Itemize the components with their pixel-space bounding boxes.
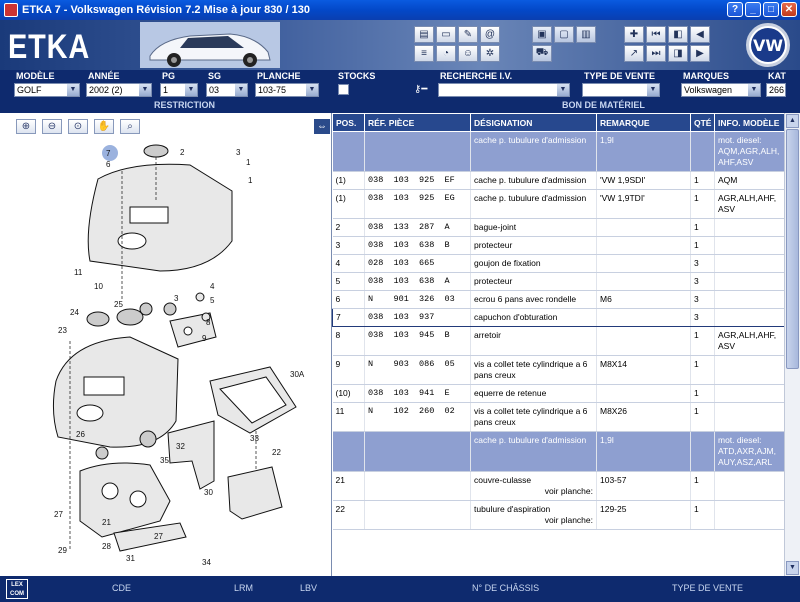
cell-info <box>715 403 785 432</box>
cell-info <box>715 219 785 237</box>
note-icon[interactable]: ✎ <box>458 26 478 43</box>
cell-qte <box>691 432 715 472</box>
restriction-heading[interactable]: RESTRICTION <box>154 100 216 110</box>
list-icon[interactable]: ≡ <box>414 45 434 62</box>
table-row[interactable] <box>333 432 785 472</box>
kat-label: KAT <box>768 71 786 81</box>
cell-ref <box>365 472 471 501</box>
last-page-icon[interactable]: ⏭ <box>646 45 666 62</box>
parts-table <box>332 113 785 530</box>
table-row[interactable] <box>333 190 785 219</box>
cell-qte: 1 <box>691 190 715 219</box>
cell-pos: 5 <box>333 273 365 291</box>
cell-designation: cache p. tubulure d'admission <box>471 132 597 172</box>
cell-qte: 1 <box>691 403 715 432</box>
cell-remarque <box>597 309 691 327</box>
planche-select[interactable]: 103-75 ▼ <box>255 83 319 97</box>
cell-remarque: M8X14 <box>597 356 691 385</box>
plate-link[interactable]: 129-25 <box>600 504 627 514</box>
cell-pos <box>333 432 365 472</box>
annee-label: ANNÉE <box>88 71 120 81</box>
screen-icon[interactable]: ▢ <box>554 26 574 43</box>
recherche-label: RECHERCHE I.V. <box>440 71 513 81</box>
monitor-icon[interactable]: ▥ <box>576 26 596 43</box>
table-row[interactable] <box>333 291 785 309</box>
prev-page-icon[interactable]: ◀ <box>690 26 710 43</box>
modele-label: MODÈLE <box>16 71 55 81</box>
table-row[interactable] <box>333 255 785 273</box>
pg-select[interactable]: 1 ▼ <box>160 83 198 97</box>
table-row[interactable] <box>333 327 785 356</box>
cell-pos: 6 <box>333 291 365 309</box>
next-page-icon[interactable]: ▶ <box>690 45 710 62</box>
svg-text:8: 8 <box>206 318 211 327</box>
planche-label: PLANCHE <box>257 71 301 81</box>
pin-icon[interactable]: ✚ <box>624 26 644 43</box>
col-qte[interactable]: QTÉ <box>691 114 715 132</box>
type-vente-label: TYPE DE VENTE <box>584 71 656 81</box>
cell-designation: goujon de fixation <box>471 255 597 273</box>
cell-remarque <box>597 327 691 356</box>
cell-designation: protecteur <box>471 273 597 291</box>
help-button[interactable]: ? <box>727 2 743 17</box>
toolbar-group-2 <box>532 26 612 62</box>
cell-remarque: 'VW 1,9SDI' <box>597 172 691 190</box>
cell-ref: N 102 260 02 <box>365 403 471 432</box>
cell-info <box>715 385 785 403</box>
key-icon[interactable]: ⚷━ <box>414 84 428 95</box>
cell-ref: 038 103 941 E <box>365 385 471 403</box>
car-image <box>140 22 280 68</box>
cell-qte: 1 <box>691 472 715 501</box>
type-de-vente-button[interactable]: TYPE DE VENTE <box>672 583 744 593</box>
exploded-parts-drawing[interactable] <box>10 141 320 571</box>
cell-designation: capuchon d'obturation <box>471 309 597 327</box>
chevron-down-icon: ▼ <box>306 84 318 96</box>
svg-text:1: 1 <box>248 176 253 185</box>
svg-text:10: 10 <box>94 282 103 291</box>
table-row[interactable] <box>333 273 785 291</box>
svg-text:24: 24 <box>70 308 79 317</box>
vw-logo: VW <box>746 23 790 67</box>
cell-ref: 028 103 665 <box>365 255 471 273</box>
svg-text:30: 30 <box>204 488 213 497</box>
cell-pos: 4 <box>333 255 365 273</box>
zoom-fit-icon[interactable]: ⊙ <box>68 119 88 134</box>
etka-logo: ETKA <box>8 28 91 66</box>
elsa-icon[interactable]: ▣ <box>532 26 552 43</box>
svg-text:28: 28 <box>102 542 111 551</box>
cell-qte: 1 <box>691 327 715 356</box>
cell-qte: 1 <box>691 172 715 190</box>
chevron-down-icon: ▼ <box>185 84 197 96</box>
cell-qte: 1 <box>691 501 715 530</box>
window-title: ETKA 7 - Volkswagen Révision 7.2 Mise à jour 830 / 130 <box>22 4 310 16</box>
svg-text:32: 32 <box>176 442 185 451</box>
minimize-button[interactable]: _ <box>745 2 761 17</box>
svg-text:26: 26 <box>76 430 85 439</box>
book-icon[interactable]: ▭ <box>436 26 456 43</box>
svg-text:9: 9 <box>202 334 207 343</box>
table-row[interactable] <box>333 219 785 237</box>
lbv-button[interactable]: LBV <box>300 583 318 593</box>
person-icon[interactable]: ☺ <box>458 45 478 62</box>
marques-select[interactable]: Volkswagen ▼ <box>681 83 761 97</box>
cell-ref: 038 103 925 EG <box>365 190 471 219</box>
cell-remarque <box>597 255 691 273</box>
cell-designation: vis a collet tete cylindrique a 6 pans creux <box>471 403 597 432</box>
cell-info: AGR,ALH,AHF, ASV <box>715 190 785 219</box>
col-info-modele[interactable]: INFO. MODÈLE <box>715 114 785 132</box>
print-icon[interactable]: ▤ <box>414 26 434 43</box>
app-header <box>0 20 800 70</box>
cell-designation: ecrou 6 pans avec rondelle <box>471 291 597 309</box>
cell-qte: 1 <box>691 237 715 255</box>
first-page-icon[interactable]: ⏮ <box>646 26 666 43</box>
email-icon[interactable]: @ <box>480 26 500 43</box>
cell-designation: vis a collet tete cylindrique a 6 pans creux <box>471 356 597 385</box>
svg-text:33: 33 <box>250 434 259 443</box>
cell-pos: 7 <box>333 309 365 327</box>
sg-select[interactable]: 03 ▼ <box>206 83 248 97</box>
next-doc-icon[interactable]: ◨ <box>668 45 688 62</box>
chevron-down-icon: ▼ <box>557 84 569 96</box>
zoom-hand-icon[interactable]: ✋ <box>94 119 114 134</box>
cell-remarque: M8X26 <box>597 403 691 432</box>
cell-pos: (1) <box>333 172 365 190</box>
scroll-down-icon[interactable]: ▼ <box>786 561 799 575</box>
cell-ref <box>365 432 471 472</box>
bon-materiel-heading[interactable]: BON DE MATÉRIEL <box>562 100 645 110</box>
kat-field[interactable]: 266 <box>766 83 786 97</box>
cell-pos: (1) <box>333 190 365 219</box>
parts-table-pane <box>332 113 800 576</box>
cell-qte: 3 <box>691 291 715 309</box>
table-row[interactable] <box>333 356 785 385</box>
cell-remarque <box>597 237 691 255</box>
cell-remarque <box>597 273 691 291</box>
table-row[interactable] <box>333 385 785 403</box>
svg-text:21: 21 <box>102 518 111 527</box>
wheel-icon[interactable]: ✲ <box>480 45 500 62</box>
cell-ref: 038 103 638 A <box>365 273 471 291</box>
split-toggle-icon[interactable]: ⇔ <box>314 119 330 134</box>
type-vente-select[interactable] <box>582 83 660 97</box>
cell-pos: 8 <box>333 327 365 356</box>
table-row[interactable] <box>333 237 785 255</box>
cell-remarque: 1,9l <box>597 132 691 172</box>
table-row[interactable] <box>333 501 785 530</box>
app-icon <box>4 3 18 17</box>
maximize-button[interactable]: □ <box>763 2 779 17</box>
title-bar <box>0 0 800 20</box>
cell-designation: cache p. tubulure d'admission <box>471 190 597 219</box>
cell-designation: protecteur <box>471 237 597 255</box>
svg-text:3: 3 <box>174 294 179 303</box>
cell-remarque <box>597 219 691 237</box>
col-pos[interactable]: POS. <box>333 114 365 132</box>
annee-select[interactable]: 2002 (2) ▼ <box>86 83 152 97</box>
col-designation[interactable]: DÉSIGNATION <box>471 114 597 132</box>
svg-text:6: 6 <box>106 160 111 169</box>
cell-remarque <box>597 472 691 501</box>
cell-remarque <box>597 501 691 530</box>
cell-ref <box>365 501 471 530</box>
cell-pos: (10) <box>333 385 365 403</box>
cell-info <box>715 309 785 327</box>
cell-remarque: 1,9l <box>597 432 691 472</box>
cell-info <box>715 291 785 309</box>
cart-icon[interactable]: ⛟ <box>532 45 552 62</box>
chevron-down-icon: ▼ <box>748 84 760 96</box>
cell-info: mot. diesel: ATD,AXR,AJM, AUY,ASZ,ARL <box>715 432 785 472</box>
cell-designation: arretoir <box>471 327 597 356</box>
scroll-thumb[interactable] <box>786 129 799 369</box>
cell-qte: 1 <box>691 219 715 237</box>
prev-doc-icon[interactable]: ◧ <box>668 26 688 43</box>
svg-text:29: 29 <box>58 546 67 555</box>
recherche-input[interactable] <box>438 83 570 97</box>
cell-designation: equerre de retenue <box>471 385 597 403</box>
bottom-bar <box>0 576 800 602</box>
svg-text:3: 3 <box>236 148 241 157</box>
cell-qte: 3 <box>691 255 715 273</box>
cell-ref: 038 133 287 A <box>365 219 471 237</box>
cell-pos <box>333 132 365 172</box>
parts-table-body <box>333 132 785 530</box>
cell-info: mot. diesel: AQM,AGR,ALH, AHF,ASV <box>715 132 785 172</box>
cell-ref: N 901 326 03 <box>365 291 471 309</box>
see-plate-label: voir planche: <box>544 515 593 525</box>
svg-text:7: 7 <box>106 149 111 158</box>
chevron-down-icon: ▼ <box>647 84 659 96</box>
table-row[interactable] <box>333 172 785 190</box>
cell-pos: 21 <box>333 472 365 501</box>
cell-designation: tubulure d'aspiration voir planche: <box>471 501 597 530</box>
svg-text:30A: 30A <box>290 370 305 379</box>
lexcom-logo: LEX COM <box>6 579 28 599</box>
chevron-down-icon: ▼ <box>235 84 247 96</box>
svg-text:22: 22 <box>272 448 281 457</box>
cell-designation: bague-joint <box>471 219 597 237</box>
cell-pos: 3 <box>333 237 365 255</box>
svg-text:31: 31 <box>126 554 135 563</box>
svg-text:1: 1 <box>246 158 251 167</box>
table-row[interactable] <box>333 472 785 501</box>
svg-text:23: 23 <box>58 326 67 335</box>
cell-info <box>715 356 785 385</box>
search-icon[interactable]: ⌕ <box>120 119 140 134</box>
svg-text:27: 27 <box>154 532 163 541</box>
cell-qte <box>691 132 715 172</box>
cell-pos: 9 <box>333 356 365 385</box>
cell-info <box>715 255 785 273</box>
cell-qte: 3 <box>691 273 715 291</box>
col-ref[interactable]: RÉF. PIÈCE <box>365 114 471 132</box>
table-row[interactable] <box>333 403 785 432</box>
pg-label: PG <box>162 71 176 81</box>
cell-qte: 1 <box>691 385 715 403</box>
svg-text:27: 27 <box>54 510 63 519</box>
cell-info <box>715 501 785 530</box>
zoom-out-icon[interactable]: ⊖ <box>42 119 62 134</box>
cde-button[interactable]: CDE <box>112 583 132 593</box>
table-header-row <box>333 114 785 132</box>
cell-ref <box>365 132 471 172</box>
svg-text:4: 4 <box>210 282 215 291</box>
section-bar <box>0 99 800 113</box>
svg-text:35: 35 <box>160 456 169 465</box>
chevron-down-icon: ▼ <box>139 84 151 96</box>
scroll-up-icon[interactable]: ▲ <box>786 114 799 128</box>
stocks-label: STOCKS <box>338 71 376 81</box>
cell-ref: 038 103 638 B <box>365 237 471 255</box>
cell-remarque <box>597 385 691 403</box>
cell-info <box>715 472 785 501</box>
cell-info: AQM <box>715 172 785 190</box>
lrm-button[interactable]: LRM <box>234 583 254 593</box>
table-row[interactable] <box>333 309 785 327</box>
svg-text:5: 5 <box>210 296 215 305</box>
cell-qte: 1 <box>691 356 715 385</box>
sg-label: SG <box>208 71 222 81</box>
cell-info <box>715 273 785 291</box>
close-button[interactable]: ✕ <box>781 2 797 17</box>
cell-remarque: 'VW 1,9TDI' <box>597 190 691 219</box>
cell-ref: 038 103 945 B <box>365 327 471 356</box>
cell-pos: 22 <box>333 501 365 530</box>
modele-select[interactable]: GOLF ▼ <box>14 83 80 97</box>
cell-info: AGR,ALH,AHF, ASV <box>715 327 785 356</box>
zoom-in-icon[interactable]: ⊕ <box>16 119 36 134</box>
gauge-icon[interactable]: ◔ <box>436 45 456 62</box>
table-row[interactable] <box>333 132 785 172</box>
plate-link[interactable]: 103-57 <box>600 475 627 485</box>
cell-designation: cache p. tubulure d'admission <box>471 432 597 472</box>
bookmark-icon[interactable]: ↗ <box>624 45 644 62</box>
svg-text:25: 25 <box>114 300 123 309</box>
filter-bar <box>0 70 800 99</box>
svg-text:11: 11 <box>74 268 83 277</box>
marques-label: MARQUES <box>683 71 730 81</box>
see-plate-label: voir planche: <box>544 486 593 496</box>
drawing-pane <box>0 113 332 576</box>
cell-pos: 11 <box>333 403 365 432</box>
cell-pos: 2 <box>333 219 365 237</box>
stocks-checkbox[interactable] <box>338 84 349 95</box>
cell-designation: cache p. tubulure d'admission <box>471 172 597 190</box>
chevron-down-icon: ▼ <box>67 84 79 96</box>
toolbar-group-3 <box>624 26 714 62</box>
cell-designation: couvre-culasse voir planche: <box>471 472 597 501</box>
cell-remarque: M6 <box>597 291 691 309</box>
cell-ref: 038 103 937 <box>365 309 471 327</box>
toolbar-group-1 <box>414 26 520 62</box>
chassis-number-button[interactable]: N° DE CHÂSSIS <box>472 583 540 593</box>
svg-text:34: 34 <box>202 558 211 567</box>
cell-qte: 3 <box>691 309 715 327</box>
svg-text:2: 2 <box>180 148 185 157</box>
col-remarque[interactable]: REMARQUE <box>597 114 691 132</box>
table-scrollbar[interactable] <box>784 113 800 576</box>
cell-ref: N 903 086 05 <box>365 356 471 385</box>
cell-ref: 038 103 925 EF <box>365 172 471 190</box>
cell-info <box>715 237 785 255</box>
